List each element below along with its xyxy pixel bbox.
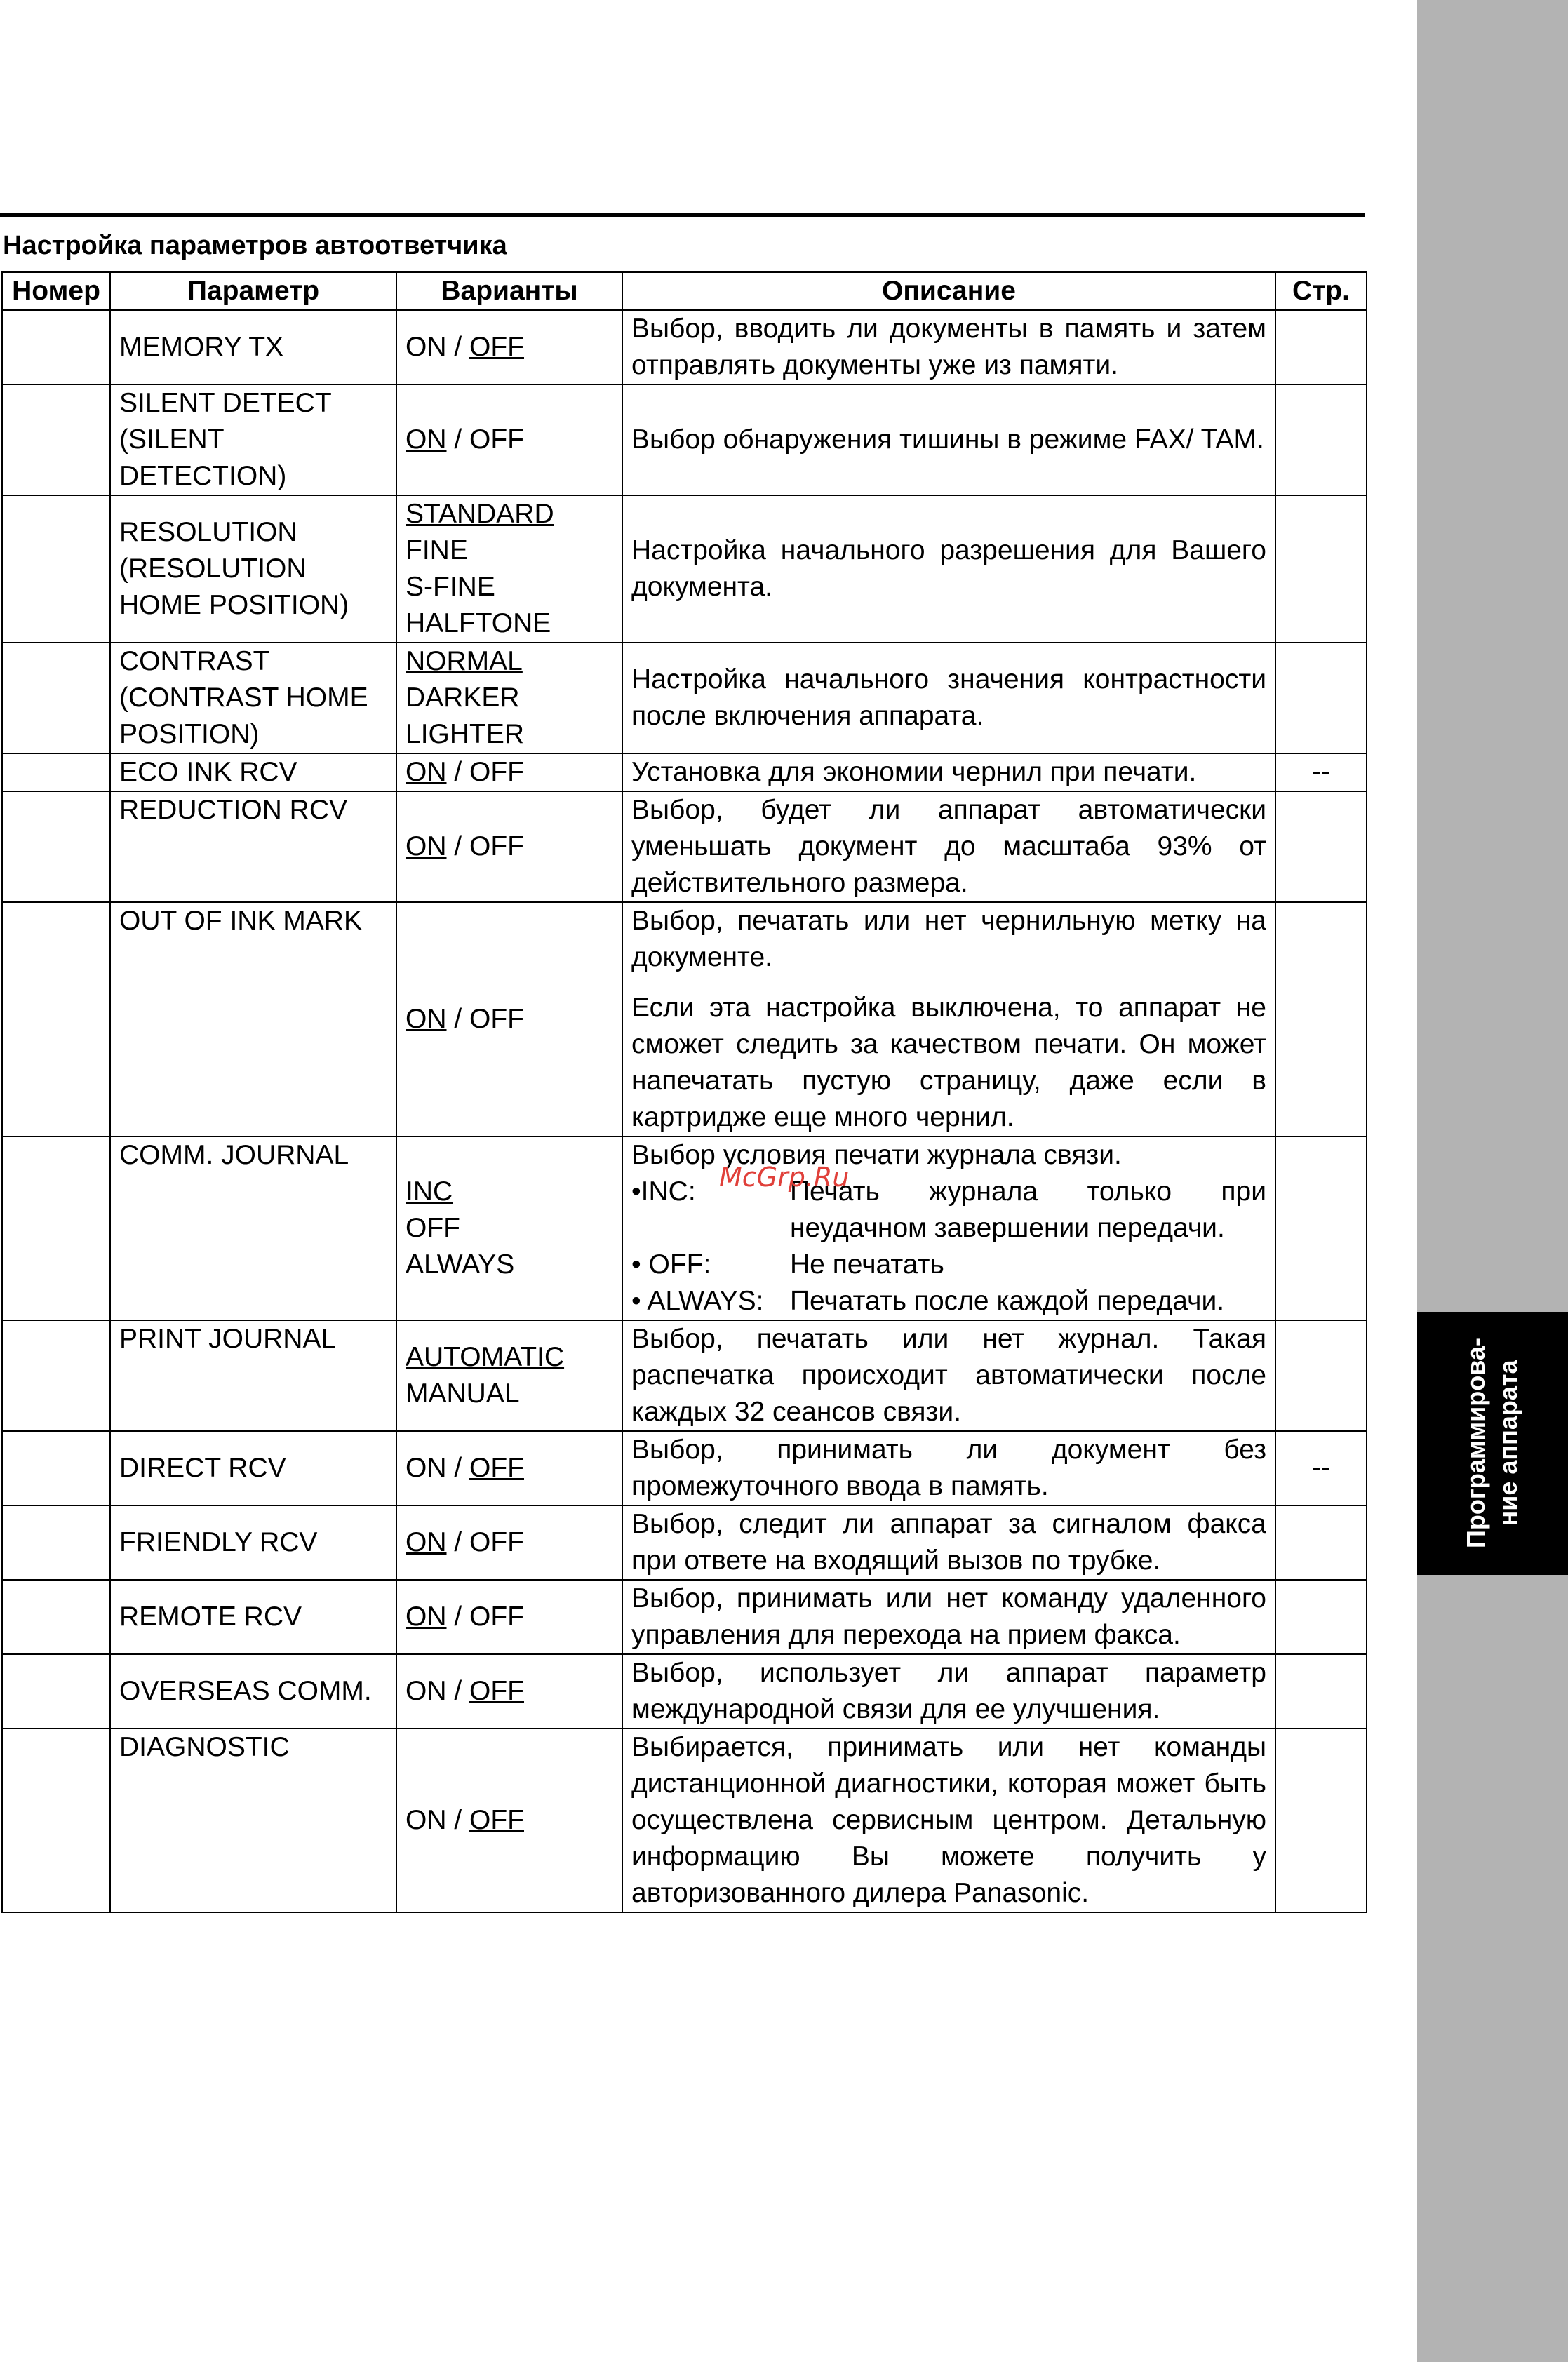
- table-row: [2, 1431, 1367, 1505]
- cell-param: REMOTE RCV: [110, 1580, 396, 1654]
- cell-options: [396, 1654, 622, 1729]
- option-off: OFF: [469, 1004, 524, 1034]
- option-off: OFF: [406, 1213, 460, 1243]
- cell-desc: [622, 902, 1275, 1136]
- option-on-default: ON: [406, 831, 447, 861]
- table-row: [2, 902, 1367, 1136]
- cell-page: [1275, 1654, 1367, 1729]
- option-off: OFF: [469, 757, 524, 787]
- cell-num: [2, 1136, 110, 1320]
- desc-intro: Выбор условия печати журнала связи.: [631, 1140, 1122, 1170]
- cell-param: COMM. JOURNAL: [110, 1136, 396, 1320]
- cell-page: --: [1275, 1431, 1367, 1505]
- table-row: [2, 1320, 1367, 1431]
- option-sep: /: [446, 1453, 470, 1483]
- option-off-default: OFF: [469, 1805, 524, 1835]
- header-param: Параметр: [110, 272, 396, 310]
- cell-page: --: [1275, 753, 1367, 791]
- option-sep: /: [446, 1004, 470, 1034]
- option-off: OFF: [469, 424, 524, 455]
- watermark: McGrp.Ru: [719, 1162, 850, 1193]
- cell-page: [1275, 791, 1367, 902]
- option-automatic-default: AUTOMATIC: [406, 1342, 565, 1372]
- option-on-default: ON: [406, 424, 447, 455]
- option-sep: /: [446, 332, 470, 362]
- cell-desc: Выбор, принимать ли документ без промежуточного ввода в память.: [622, 1431, 1275, 1505]
- option-on-default: ON: [406, 1527, 447, 1557]
- option-lighter: LIGHTER: [406, 719, 525, 749]
- cell-num: [2, 1431, 110, 1505]
- table-row: [2, 791, 1367, 902]
- option-darker: DARKER: [406, 683, 520, 713]
- cell-page: [1275, 1505, 1367, 1580]
- header-page: Стр.: [1275, 272, 1367, 310]
- option-on-default: ON: [406, 1004, 447, 1034]
- top-rule: [0, 213, 1365, 217]
- cell-options: [396, 1580, 622, 1654]
- cell-page: [1275, 384, 1367, 495]
- cell-options: [396, 1136, 622, 1320]
- cell-options: [396, 1729, 622, 1912]
- header-options: Варианты: [396, 272, 622, 310]
- cell-param: ECO INK RCV: [110, 753, 396, 791]
- cell-num: [2, 1320, 110, 1431]
- option-sep: /: [446, 1676, 470, 1706]
- option-manual: MANUAL: [406, 1378, 520, 1409]
- cell-param: OUT OF INK MARK: [110, 902, 396, 1136]
- cell-options: [396, 791, 622, 902]
- table-row: [2, 384, 1367, 495]
- cell-page: [1275, 1729, 1367, 1912]
- cell-options: [396, 384, 622, 495]
- section-tab-label-line1: Программирова-: [1461, 1338, 1490, 1548]
- option-on-default: ON: [406, 1602, 447, 1632]
- table-row: [2, 1729, 1367, 1912]
- option-off: OFF: [469, 1527, 524, 1557]
- table-row: [2, 1654, 1367, 1729]
- cell-num: [2, 310, 110, 384]
- table-row: [2, 310, 1367, 384]
- option-sep: /: [446, 831, 470, 861]
- cell-num: [2, 753, 110, 791]
- cell-desc: Настройка начального разрешения для Вашего документа.: [622, 495, 1275, 643]
- cell-options: [396, 495, 622, 643]
- table-row: [2, 1580, 1367, 1654]
- table-row: [2, 1136, 1367, 1320]
- cell-options: [396, 1431, 622, 1505]
- desc-paragraph: Если эта настройка выключена, то аппарат не сможет следить за качеством печати. Он может напечатать пустую страницу, даже если в картридже еще много чернил.: [631, 993, 1266, 1132]
- cell-param: DIRECT RCV: [110, 1431, 396, 1505]
- cell-desc: Настройка начального значения контрастности после включения аппарата.: [622, 643, 1275, 753]
- option-on: ON: [406, 1805, 447, 1835]
- option-off-default: OFF: [469, 332, 524, 362]
- cell-desc: Выбирается, принимать или нет команды дистанционной диагностики, которая может быть осуществлена сервисным центром. Детальную информацию Вы можете получить у авторизованного дилера Panasonic.: [622, 1729, 1275, 1912]
- cell-param: RESOLUTION (RESOLUTION HOME POSITION): [110, 495, 396, 643]
- cell-options: [396, 1320, 622, 1431]
- cell-desc: Выбор, будет ли аппарат автоматически уменьшать документ до масштаба 93% от действительного размера.: [622, 791, 1275, 902]
- bullet-value: Не печатать: [790, 1249, 944, 1280]
- table-header-row: [2, 272, 1367, 310]
- cell-page: [1275, 902, 1367, 1136]
- option-sep: /: [446, 757, 470, 787]
- cell-desc: Выбор, следит ли аппарат за сигналом факса при ответе на входящий вызов по трубке.: [622, 1505, 1275, 1580]
- cell-param: REDUCTION RCV: [110, 791, 396, 902]
- option-sep: /: [446, 1805, 470, 1835]
- option-off: OFF: [469, 831, 524, 861]
- option-standard-default: STANDARD: [406, 499, 554, 529]
- option-off-default: OFF: [469, 1453, 524, 1483]
- cell-param: DIAGNOSTIC: [110, 1729, 396, 1912]
- section-title: Настройка параметров автоответчика: [3, 231, 507, 260]
- cell-num: [2, 791, 110, 902]
- cell-param: OVERSEAS COMM.: [110, 1654, 396, 1729]
- cell-param: SILENT DETECT (SILENT DETECTION): [110, 384, 396, 495]
- bullet-key: •INC:: [631, 1176, 696, 1207]
- option-off-default: OFF: [469, 1676, 524, 1706]
- desc-paragraph: Выбор, печатать или нет чернильную метку на документе.: [631, 906, 1266, 972]
- cell-num: [2, 495, 110, 643]
- cell-param: MEMORY TX: [110, 310, 396, 384]
- cell-page: [1275, 643, 1367, 753]
- cell-page: [1275, 495, 1367, 643]
- cell-options: [396, 310, 622, 384]
- option-on: ON: [406, 332, 447, 362]
- cell-desc: Установка для экономии чернил при печати.: [622, 753, 1275, 791]
- cell-num: [2, 1729, 110, 1912]
- option-sep: /: [446, 1527, 470, 1557]
- cell-num: [2, 643, 110, 753]
- cell-param: FRIENDLY RCV: [110, 1505, 396, 1580]
- section-tab-label-line2: ние аппарата: [1494, 1360, 1522, 1526]
- option-s-fine: S-FINE: [406, 572, 495, 602]
- cell-desc: Выбор, печатать или нет журнал. Такая распечатка происходит автоматически после каждых 32 сеансов связи.: [622, 1320, 1275, 1431]
- option-always: ALWAYS: [406, 1249, 515, 1280]
- table-row: [2, 753, 1367, 791]
- header-desc: Описание: [622, 272, 1275, 310]
- desc-bullet: [631, 1247, 1266, 1283]
- cell-num: [2, 1580, 110, 1654]
- section-tab-label: [1460, 1338, 1525, 1548]
- option-halftone: HALFTONE: [406, 608, 551, 638]
- cell-desc: Выбор, принимать или нет команду удаленного управления для перехода на прием факса.: [622, 1580, 1275, 1654]
- cell-num: [2, 902, 110, 1136]
- cell-page: [1275, 1580, 1367, 1654]
- option-on: ON: [406, 1676, 447, 1706]
- cell-desc: Выбор обнаружения тишины в режиме FAX/ TAM.: [622, 384, 1275, 495]
- bullet-value: Печать журнала только при неудачном завершении передачи.: [790, 1176, 1266, 1243]
- settings-table: [1, 271, 1367, 1913]
- cell-page: [1275, 1320, 1367, 1431]
- cell-num: [2, 1654, 110, 1729]
- option-normal-default: NORMAL: [406, 646, 523, 676]
- cell-param: CONTRAST (CONTRAST HOME POSITION): [110, 643, 396, 753]
- side-band: [1417, 0, 1568, 2362]
- cell-options: [396, 753, 622, 791]
- cell-param: PRINT JOURNAL: [110, 1320, 396, 1431]
- bullet-key: • OFF:: [631, 1249, 711, 1280]
- cell-desc: Выбор, использует ли аппарат параметр международной связи для ее улучшения.: [622, 1654, 1275, 1729]
- cell-options: [396, 902, 622, 1136]
- bullet-key: • ALWAYS:: [631, 1286, 764, 1316]
- option-inc-default: INC: [406, 1176, 453, 1207]
- cell-num: [2, 1505, 110, 1580]
- table-row: [2, 643, 1367, 753]
- cell-num: [2, 384, 110, 495]
- option-sep: /: [446, 424, 470, 455]
- cell-page: [1275, 310, 1367, 384]
- option-fine: FINE: [406, 535, 468, 565]
- header-num: Номер: [2, 272, 110, 310]
- cell-page: [1275, 1136, 1367, 1320]
- desc-bullet: [631, 1283, 1266, 1320]
- option-on-default: ON: [406, 757, 447, 787]
- cell-desc: Выбор, вводить ли документы в память и затем отправлять документы уже из памяти.: [622, 310, 1275, 384]
- option-off: OFF: [469, 1602, 524, 1632]
- table-row: [2, 495, 1367, 643]
- option-sep: /: [446, 1602, 470, 1632]
- cell-options: [396, 1505, 622, 1580]
- cell-options: [396, 643, 622, 753]
- table-row: [2, 1505, 1367, 1580]
- option-on: ON: [406, 1453, 447, 1483]
- bullet-value: Печатать после каждой передачи.: [790, 1286, 1225, 1316]
